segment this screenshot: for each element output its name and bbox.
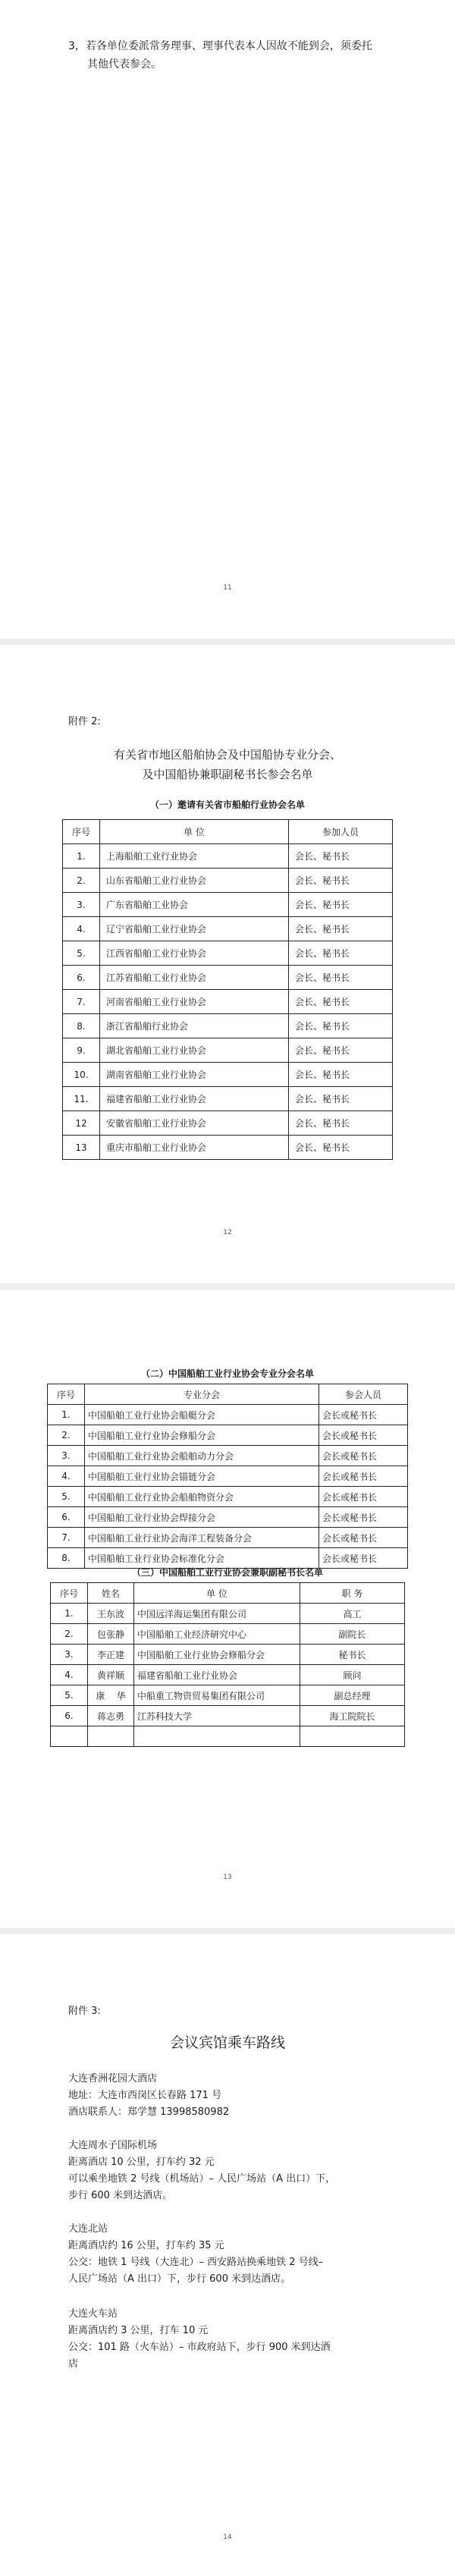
north-station-route-line-2: 人民广场站（A 出口）下，步行 600 米到达酒店。	[68, 2273, 291, 2285]
north-station-distance: 距离酒店约 16 公里，打车约 35 元	[68, 2240, 224, 2251]
col-header-attendees: 参会人员	[319, 1384, 408, 1405]
table-row: 12 安徽省船舶工业行业协会 会长、秘书长	[63, 1111, 393, 1136]
table-row: 3. 广东省船舶工业协会 会长、秘书长	[63, 893, 393, 917]
table-row: 1. 上海船舶工业行业协会 会长、秘书长	[63, 844, 393, 869]
table-row: 5. 江西省船舶工业行业协会 会长、秘书长	[63, 941, 393, 966]
table-row: 7. 中国船舶工业行业协会海洋工程装备分会 会长或秘书长	[48, 1528, 408, 1548]
airport-name: 大连周水子国际机场	[68, 2140, 158, 2151]
north-station-route-line-1: 公交：地铁 1 号线（大连北）– 西安路站换乘地铁 2 号线–	[68, 2257, 324, 2268]
north-station-name: 大连北站	[68, 2223, 108, 2235]
section-1-title: （一）邀请有关省市船舶行业协会名单	[149, 800, 305, 810]
hotel-contact: 酒店联系人：郑学慧 13998580982	[68, 2106, 230, 2118]
table-row: 13 重庆市船舶工业行业协会 会长、秘书长	[63, 1136, 393, 1160]
page-title-line-2: 及中国船协兼职副秘书长参会名单	[142, 768, 313, 781]
table-row: 9. 湖北省船舶工业行业协会 会长、秘书长	[63, 1038, 393, 1063]
train-station-distance: 距离酒店约 3 公里，打车 10 元	[68, 2325, 209, 2336]
deputy-secretaries-table	[50, 1582, 405, 1747]
airport-route-line-1: 可以乘坐地铁 2 号线（机场站）– 人民广场站（A 出口）下，	[68, 2173, 336, 2185]
table-row: 2. 中国船舶工业行业协会修船分会 会长或秘书长	[48, 1425, 408, 1446]
train-station-route-line-2: 店	[68, 2358, 79, 2370]
col-header-branch: 专业分会	[85, 1384, 319, 1405]
section-2-title: （二）中国船舶工业行业协会专业分会名单	[140, 1368, 314, 1379]
table-row: 3. 李正建 中国船舶工业行业协会修船分会 秘书长	[51, 1645, 405, 1665]
table-row: 5. 中国船舶工业行业协会船舶物资分会 会长或秘书长	[48, 1487, 408, 1507]
annex-2-label: 附件 2:	[68, 716, 101, 727]
page-1	[0, 0, 455, 639]
table-row: 7. 河南省船舶工业行业协会 会长、秘书长	[63, 990, 393, 1014]
col-header-number: 序号	[51, 1583, 88, 1604]
page-3	[0, 1290, 455, 1928]
table-row: 1. 中国船舶工业行业协会船艇分会 会长或秘书长	[48, 1405, 408, 1425]
airport-distance: 距离酒店 10 公里，打车约 32 元	[68, 2157, 215, 2168]
page-2	[0, 645, 455, 1283]
page-number: 13	[223, 1874, 232, 1881]
table-row: 5. 康 华 中船重工物资贸易集团有限公司 副总经理	[51, 1685, 405, 1706]
col-header-number: 序号	[63, 820, 100, 844]
hotel-address: 地址：大连市西岗区长春路 171 号	[68, 2090, 222, 2101]
table-row: 6. 蒋志勇 江苏科技大学 海工院院长	[51, 1706, 405, 1726]
table-row: 3. 中国船舶工业行业协会船舶动力分会 会长或秘书长	[48, 1446, 408, 1466]
table-row: 4. 黄祥顺 福建省船舶工业行业协会 顾问	[51, 1665, 405, 1685]
col-header-name: 姓名	[88, 1583, 134, 1604]
page-number: 14	[223, 2534, 232, 2541]
col-header-position: 职 务	[300, 1583, 405, 1604]
table-row-empty	[51, 1726, 405, 1747]
route-title: 会议宾馆乘车路线	[169, 2034, 285, 2051]
hotel-name: 大连香洲花园大酒店	[68, 2073, 158, 2084]
table-row: 2. 包张静 中国船舶工业经济研究中心 副院长	[51, 1624, 405, 1645]
col-header-number: 序号	[48, 1384, 85, 1405]
table-header-row	[63, 820, 393, 844]
table-row: 4. 辽宁省船舶工业行业协会 会长、秘书长	[63, 917, 393, 941]
page-number: 12	[223, 1229, 232, 1236]
provincial-associations-table	[62, 819, 393, 1160]
page-number: 11	[223, 584, 232, 592]
table-row: 6. 中国船舶工业行业协会焊接分会 会长或秘书长	[48, 1507, 408, 1528]
col-header-unit: 单 位	[100, 820, 289, 844]
note-item-3-continued: 其他代表参会。	[87, 58, 162, 71]
table-row: 2. 山东省船舶工业行业协会 会长、秘书长	[63, 869, 393, 893]
train-station-route-line-1: 公交：101 路（火车站）– 市政府站下，步行 900 米到达酒	[68, 2342, 331, 2353]
table-header-row	[48, 1384, 408, 1405]
table-row: 4. 中国船舶工业行业协会锚链分会 会长或秘书长	[48, 1466, 408, 1487]
table-row: 8. 浙江省船舶行业协会 会长、秘书长	[63, 1014, 393, 1038]
professional-branches-table	[47, 1384, 408, 1569]
page-title-line-1: 有关省市地区船舶协会及中国船协专业分会、	[113, 748, 341, 762]
table-row: 1. 王东波 中国远洋海运集团有限公司 高工	[51, 1604, 405, 1624]
train-station-name: 大连火车站	[68, 2308, 118, 2320]
table-row: 6. 江苏省船舶工业行业协会 会长、秘书长	[63, 966, 393, 990]
page-4	[0, 1934, 455, 2576]
table-row: 11. 福建省船舶工业行业协会 会长、秘书长	[63, 1087, 393, 1111]
table-row: 8. 中国船舶工业行业协会标准化分会 会长或秘书长	[48, 1548, 408, 1569]
airport-route-line-2: 步行 600 米到达酒店。	[68, 2190, 173, 2201]
annex-3-label: 附件 3:	[68, 2006, 101, 2017]
table-row: 10. 湖南省船舶工业行业协会 会长、秘书长	[63, 1063, 393, 1087]
table-header-row	[51, 1583, 405, 1604]
col-header-attendees: 参加人员	[289, 820, 393, 844]
note-item-3: 3，若各单位委派常务理事、理事代表本人因故不能到会，须委托	[68, 40, 372, 52]
col-header-unit: 单 位	[134, 1583, 300, 1604]
section-3-title: （三）中国船舶工业行业协会兼职副秘书长名单	[131, 1567, 323, 1578]
